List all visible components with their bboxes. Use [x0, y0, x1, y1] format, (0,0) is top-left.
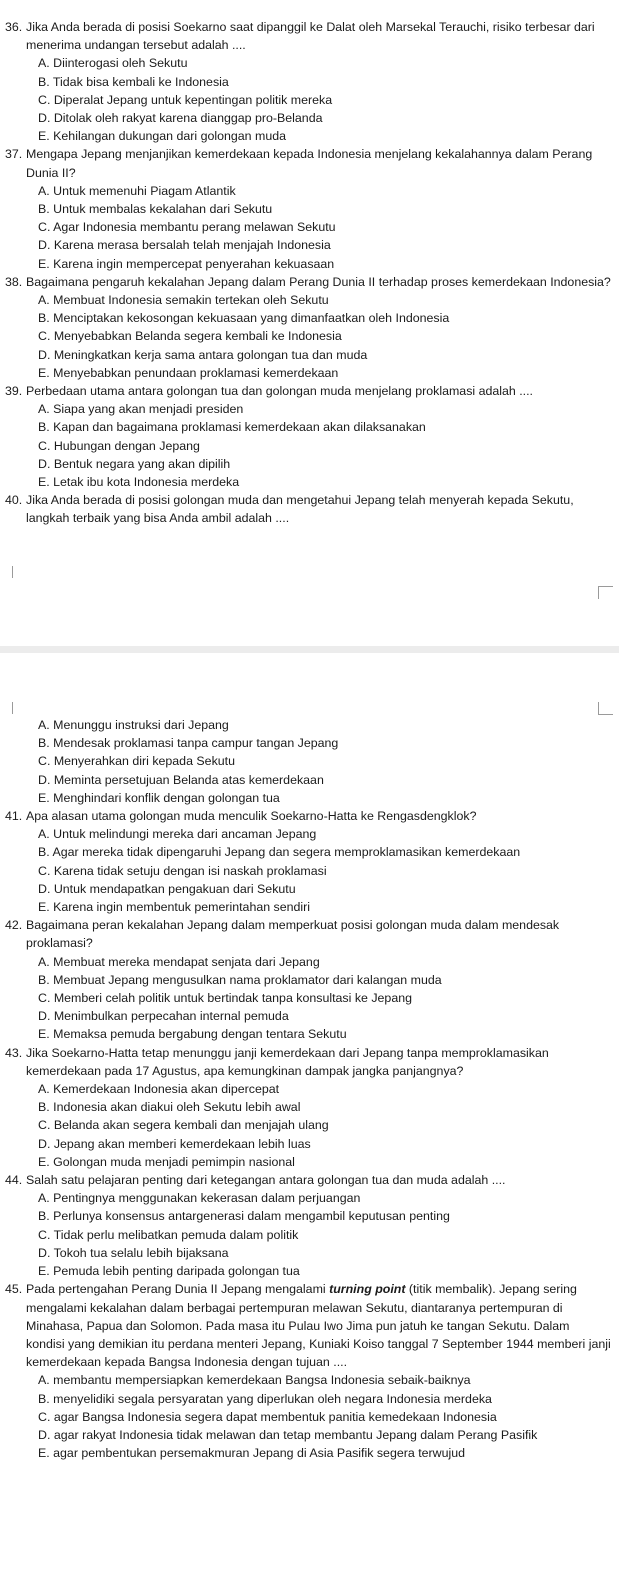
question-text [26, 1280, 611, 1371]
question-43 [0, 1044, 619, 1080]
question-number: 43. [5, 1045, 23, 1060]
option-a: A. Kemerdekaan Indonesia akan dipercepat [38, 1082, 280, 1097]
option-c: C. Tidak perlu melibatkan pemuda dalam politik [38, 1227, 299, 1242]
question-45 [0, 1280, 619, 1371]
option-d: D. Meminta persetujuan Belanda atas kemerdekaan [38, 772, 324, 787]
question-number: 44. [5, 1173, 23, 1188]
question-text: Jika Anda berada di posisi golongan muda dan mengetahui Jepang telah menyerah kepada Sekutu, langkah terbaik yang bisa Anda ambil adalah .... [26, 493, 574, 526]
option-d: D. Ditolak oleh rakyat karena dianggap pro-Belanda [38, 111, 323, 126]
option-a: A. Untuk memenuhi Piagam Atlantik [38, 183, 236, 198]
option-b: B. Menciptakan kekosongan kekuasaan yang dimanfaatkan oleh Indonesia [38, 311, 450, 326]
option-e: E. Pemuda lebih penting daripada golongan tua [38, 1264, 300, 1279]
question-37 [0, 145, 619, 181]
option-d: D. Meningkatkan kerja sama antara golongan tua dan muda [38, 347, 368, 362]
option-a: A. Pentingnya menggunakan kekerasan dalam perjuangan [38, 1191, 361, 1206]
option-d: D. Untuk mendapatkan pengakuan dari Sekutu [38, 881, 296, 896]
option-d: D. Bentuk negara yang akan dipilih [38, 456, 231, 471]
option-b: B. Kapan dan bagaimana proklamasi kemerdekaan akan dilaksanakan [38, 420, 426, 435]
question-text: Bagaimana pengaruh kekalahan Jepang dalam Perang Dunia II terhadap proses kemerdekaan Indonesia? [26, 274, 611, 289]
question-number: 39. [5, 384, 23, 399]
question-number: 36. [5, 20, 23, 34]
option-d: D. Jepang akan memberi kemerdekaan lebih luas [38, 1136, 311, 1151]
option-e: E. Karena ingin membentuk pemerintahan sendiri [38, 900, 311, 915]
option-a: A. Diinterogasi oleh Sekutu [38, 56, 188, 71]
option-a: A. membantu mempersiapkan kemerdekaan Bangsa Indonesia sebaik-baiknya [38, 1373, 471, 1388]
option-b: B. Agar mereka tidak dipengaruhi Jepang dan segera memproklamasikan kemerdekaan [38, 845, 521, 860]
page-top [0, 18, 619, 528]
question-number: 38. [5, 274, 23, 289]
question-text-part: Pada pertengahan Perang Dunia II Jepang mengalami [26, 1282, 330, 1297]
option-a: A. Membuat Indonesia semakin tertekan oleh Sekutu [38, 293, 329, 308]
option-e: E. Kehilangan dukungan dari golongan muda [38, 129, 287, 144]
question-38 [0, 273, 619, 291]
option-c: C. Diperalat Jepang untuk kepentingan politik mereka [38, 92, 333, 107]
option-d: D. Menimbulkan perpecahan internal pemuda [38, 1009, 289, 1024]
option-b: B. Untuk membalas kekalahan dari Sekutu [38, 202, 273, 217]
question-number: 37. [5, 147, 23, 162]
option-e: E. Letak ibu kota Indonesia merdeka [38, 475, 240, 490]
option-e: E. Golongan muda menjadi pemimpin nasional [38, 1154, 295, 1169]
question-text: Perbedaan utama antara golongan tua dan golongan muda menjelang proklamasi adalah .... [26, 384, 533, 399]
question-text: Apa alasan utama golongan muda menculik Soekarno-Hatta ke Rengasdengklok? [26, 809, 477, 824]
question-text: Bagaimana peran kekalahan Jepang dalam memperkuat posisi golongan muda dalam mendesak proklamasi? [26, 918, 560, 951]
question-text: Jika Anda berada di posisi Soekarno saat dipanggil ke Dalat oleh Marsekal Terauchi, risiko terbesar dari menerima undangan tersebut adalah .... [26, 20, 595, 53]
page-bottom [0, 716, 619, 1462]
option-c: C. Karena tidak setuju dengan isi naskah proklamasi [38, 863, 327, 878]
option-a: A. Menunggu instruksi dari Jepang [38, 718, 229, 732]
option-b: B. Indonesia akan diakui oleh Sekutu lebih awal [38, 1100, 301, 1115]
question-44 [0, 1171, 619, 1189]
option-c: C. agar Bangsa Indonesia segera dapat membentuk panitia kemedekaan Indonesia [38, 1409, 497, 1424]
crop-mark [0, 566, 13, 578]
question-42 [0, 916, 619, 952]
option-b: B. Tidak bisa kembali ke Indonesia [38, 74, 229, 89]
question-39 [0, 382, 619, 400]
crop-mark [598, 702, 613, 715]
question-41 [0, 807, 619, 825]
option-e: E. Menyebabkan penundaan proklamasi kemerdekaan [38, 365, 339, 380]
option-e: E. Karena ingin mempercepat penyerahan kekuasaan [38, 256, 335, 271]
question-number: 45. [5, 1282, 23, 1297]
option-c: C. Belanda akan segera kembali dan menjajah ulang [38, 1118, 329, 1133]
question-text: Jika Soekarno-Hatta tetap menunggu janji kemerdekaan dari Jepang tanpa memproklamasikan kemerdekaan pada 17 Agustus, apa kemungkinan dampak jangka panjangnya? [26, 1045, 549, 1078]
question-number: 42. [5, 918, 23, 933]
option-b: B. Membuat Jepang mengusulkan nama proklamator dari kalangan muda [38, 972, 442, 987]
question-text: Salah satu pelajaran penting dari ketegangan antara golongan tua dan muda adalah .... [26, 1173, 506, 1188]
option-b: B. Perlunya konsensus antargenerasi dalam mengambil keputusan penting [38, 1209, 450, 1224]
option-d: D. Karena merasa bersalah telah menjajah Indonesia [38, 238, 331, 253]
option-b: B. Mendesak proklamasi tanpa campur tangan Jepang [38, 736, 339, 751]
option-e: E. Menghindari konflik dengan golongan tua [38, 790, 280, 805]
option-a: A. Untuk melindungi mereka dari ancaman Jepang [38, 827, 317, 842]
emphasized-term: turning point [329, 1282, 406, 1297]
option-c: C. Menyerahkan diri kepada Sekutu [38, 754, 235, 769]
option-e: E. agar pembentukan persemakmuran Jepang di Asia Pasifik segera terwujud [38, 1446, 466, 1461]
option-c: C. Agar Indonesia membantu perang melawan Sekutu [38, 220, 336, 235]
option-a: A. Membuat mereka mendapat senjata dari Jepang [38, 954, 320, 969]
page-divider [0, 646, 619, 653]
option-c: C. Menyebabkan Belanda segera kembali ke Indonesia [38, 329, 342, 344]
crop-mark [598, 586, 613, 599]
option-c: C. Memberi celah politik untuk bertindak tanpa konsultasi ke Jepang [38, 991, 412, 1006]
question-number: 41. [5, 809, 23, 824]
option-c: C. Hubungan dengan Jepang [38, 438, 200, 453]
question-text-part: (titik membalik). Jepang sering mengalami kekalahan dalam berbagai pertempuran melawan Sekutu, diantaranya pertempuran di Minahasa, Papua dan Solomon. Pada masa itu Pulau Iwo Jima pun jatuh ke tangan Sekutu. Dalam kondisi yang demikian itu perdana menteri Jepang, Kuniaki Koiso tanggal 7 September 1944 memberi janji kemerdekaan kepada Bangsa Indonesia dengan tujuan .... [26, 1282, 611, 1370]
question-36 [0, 18, 619, 54]
option-a: A. Siapa yang akan menjadi presiden [38, 402, 244, 417]
option-d: D. agar rakyat Indonesia tidak melawan dan tetap membantu Jepang dalam Perang Pasifik [38, 1427, 538, 1442]
question-40 [0, 491, 619, 527]
option-e: E. Memaksa pemuda bergabung dengan tentara Sekutu [38, 1027, 347, 1042]
crop-mark [0, 702, 13, 714]
question-text: Mengapa Jepang menjanjikan kemerdekaan kepada Indonesia menjelang kekalahannya dalam Perang Dunia II? [26, 147, 593, 180]
question-number: 40. [5, 493, 23, 508]
option-d: D. Tokoh tua selalu lebih bijaksana [38, 1245, 229, 1260]
option-b: B. menyelidiki segala persyaratan yang diperlukan oleh negara Indonesia merdeka [38, 1391, 492, 1406]
